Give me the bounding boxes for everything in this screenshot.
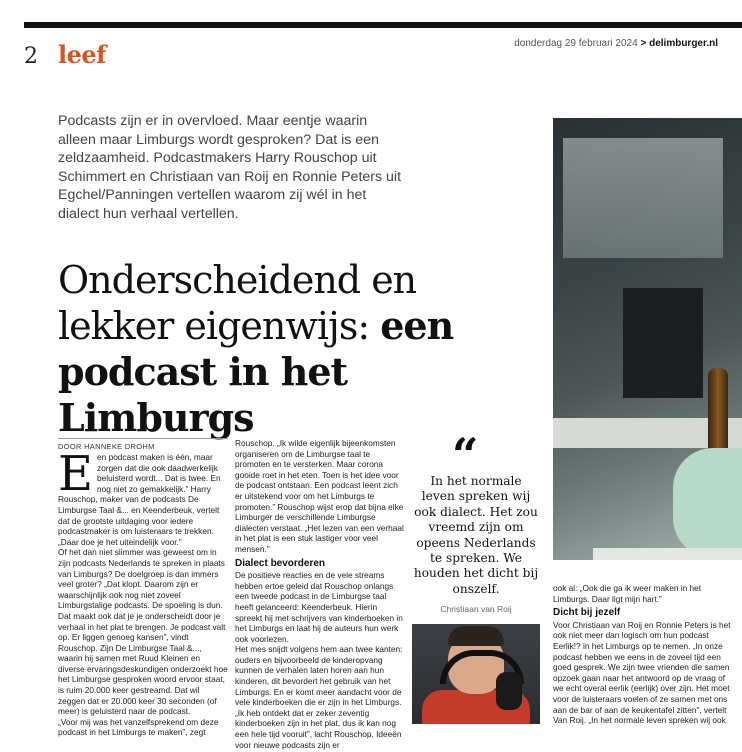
paragraph: „Voor mij was het vanzelfsprekend om deze podcast in het Limburgs te maken”, zegt (58, 716, 219, 738)
section-title[interactable]: leef (58, 40, 106, 69)
headline (58, 258, 538, 441)
site-link[interactable]: > delimburger.nl (640, 38, 718, 49)
paragraph: Voor Christiaan van Roij en Ronnie Peters is het ook niet meer dan logisch om hun podcast Eerlik!? in het Limburgs op te nemen. „In onze podcast hebben we eens in de zoveel tijd een goed gesprek. We zijn twee vrienden die samen opzoek gaan naar het antwoord op de vraag of we echt overal eerlik (eerlijk) over zijn. Het moet voor de luisteraars voelen of ze samen met ons aan de bar of aan de keukentafel zitten”, vertelt Van Roij. „In het normale leven spreken wij ook (553, 619, 731, 726)
subheading: Dicht bij jezelf (553, 607, 621, 619)
subheading: Dialect bevorderen (235, 557, 326, 569)
paragraph: Rouschop. „Ik wilde eigenlijk bijeenkomsten organiseren om de Limburgse taal te promoten en te versterken. Maar corona gooide roet in het eten. Toen is het idee voor de podcast ontstaan. Een podcast leent zich er uitstekend voor om het Limburgs te promoten.” Rouschop wijst erop dat bijna elke Limburger de verschillende Limburgse dialecten verstaat. „Het lezen van een verhaal in het plat is een stuk lastiger voor veel mensen.” (235, 438, 404, 554)
paragraph: ook al: „Ook die ga ik weer maken in het Limburgs. Daar ligt mijn hart.” (553, 583, 702, 604)
paragraph: Een podcast maken is één, maar zorgen dat die ook daadwerkelijk beluisterd wordt... Dat is twee. En nog niet zo gemakkelijk.” Harry Rouschop, maker van de podcasts De Limburgse Taal &... en Keenderbeuk, vertelt dat de grootste uitdaging voor iedere podcastmaker is om luisteraars te trekken. „Daar doe je het uiteindelijk voor.” (58, 446, 221, 547)
date: donderdag 29 februari 2024 (514, 38, 638, 49)
page-number: 2 (24, 44, 38, 69)
byline: DOOR HANNEKE DROHM (58, 438, 228, 451)
paragraph: De positieve reacties en de vele streams hebben ertoe geleid dat Rouschop onlangs een tweede podcast in de Limburgse taal heeft gelanceerd: Keenderbeuk. Hierin spreekt hij met schrijvers van kinderboeken in het Limburgs en laat hij de auteurs hun werk ook voorlezen. (235, 570, 403, 644)
intro-lead: Podcasts zijn er in overvloed. Maar eentje waarin alleen maar Limburgs wordt gesproken? Dat is een zeldzaamheid. Podcastmakers Harry Rouschop uit Schimmert en Christiaan van Roij en Ronnie Peters uit Egchel/Panningen vertellen waarom zij wél in het dialect hun verhaal vertellen. (58, 113, 402, 222)
pull-quote: In het normale leven spreken wij ook dialect. Het zou vreemd zijn om opeens Nederlands te spreken. We houden het dicht bij onszelf. (413, 474, 539, 596)
top-rule (24, 22, 742, 28)
paragraph: Of het dan niet slimmer was geweest om in zijn podcasts Nederlands te spreken in plaats van Limburgs? De doelgroep is dan immers veel groter? „Dat klopt. Daarom zijn er waarschijnlijk ook nog niet zoveel Limburgstalige podcasts. De spoeling is dun. Dat maakt ook dat je je onderscheidt door je verhaal in het plat te brengen. Je podcast valt op. Er liggen genoeg kansen”, vindt Rouschop. Zijn De Limburgse Taal &..., waarin hij samen met Ruud Kleinen en diverse ervaringsdeskundigen onderzoekt hoe het Limburgse gesproken woord ervoor staat, is ruim 20.000 keer gestreamd. Dat wil zeggen dat er 20.000 keer 30 seconden (of meer) is geluisterd naar de podcast. (58, 547, 228, 717)
quote-author: Christiaan van Roij (440, 604, 512, 614)
paragraph: Het mes snijdt volgens hem aan twee kanten: ouders en bijvoorbeeld de kinderopvang kunnen de verhalen laten horen aan hun kinderen, dit bevordert het gebruik van het Limburgs. En er komt meer aandacht voor de vele kinderboeken die er zijn in het Limburgs. „Ik heb ontdekt dat er zeker zeventig kinderboeken zijn in het plat, dus ik kan nog een hele tijd vooruit”, lacht Rouschop. Ideeën voor nieuwe podcasts zijn er (235, 644, 403, 750)
header-photo (553, 118, 742, 560)
portrait-photo (412, 624, 540, 724)
quote-mark-icon: “ (452, 428, 479, 482)
article-column-2 (235, 438, 405, 750)
headline-light: Onderscheidend en lekker eigenwijs: (58, 258, 417, 348)
article-column-3 (553, 583, 733, 726)
headline-bold: een podcast in het Limburgs (58, 303, 454, 440)
drop-cap: E (58, 446, 94, 502)
dateline (514, 38, 718, 49)
